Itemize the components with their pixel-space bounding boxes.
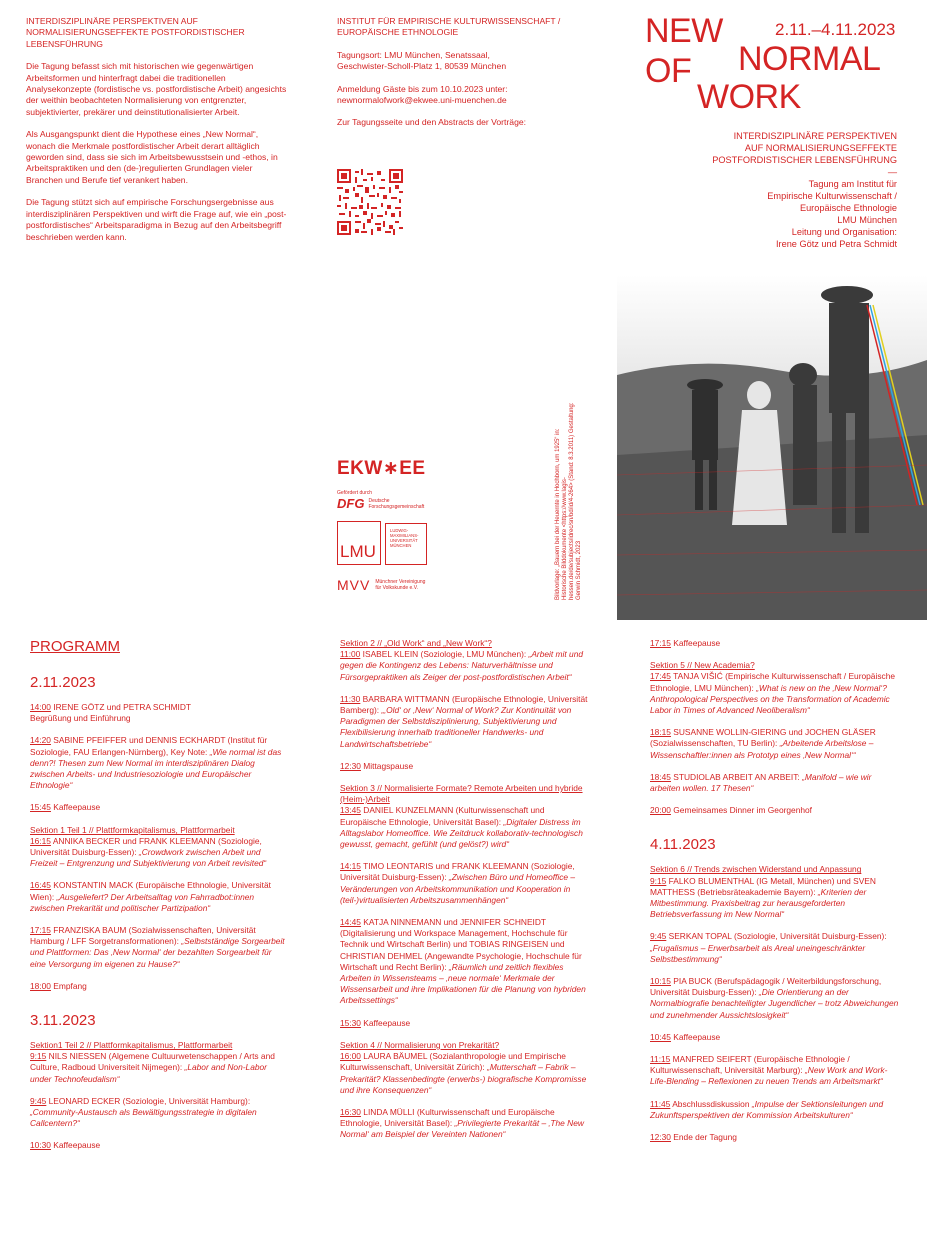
qr-code[interactable] — [337, 169, 403, 235]
entry-speaker: NILS NIESSEN (Algemene Cultuurwetenschappen / Arts and Culture, Radboud Universiteit Nijmegen): — [30, 1051, 275, 1073]
entry-speaker: ISABEL KLEIN (Soziologie, LMU München): — [360, 649, 529, 660]
entry-speaker: LINDA MÜLLI (Kulturwissenschaft und Europäische Ethnologie, Universität Basel): — [340, 1106, 555, 1129]
entry-talk-title: „Crowdwork zwischen Arbeit und Freizeit – Entgrenzung und Subjektivierung von Arbeit revisited“ — [30, 847, 267, 869]
dfg-logo: DFG — [337, 496, 365, 511]
image-credit: Bildvorlage: „Bauern bei der Heuernte in Hochborn, um 1925“ in: Historische Bilddokumente <https://www.lagis-hessen.de/de/subjects/idrec/sn/bd/id/4-264> (Stand: 8.3.2011) Gestaltung: Gerwin Schmidt, 2023 — [555, 402, 582, 600]
program-entry — [30, 802, 285, 813]
dash-separator: — — [887, 167, 897, 177]
program-entry — [340, 1051, 592, 1096]
entry-speaker: Empfang — [50, 980, 87, 991]
section-heading: Sektion 3 // Normalisierte Formate? Remote Arbeiten und hybride (Heim-)Arbeit — [340, 783, 583, 805]
entry-time: 20:00 — [650, 805, 671, 816]
entry-talk-title: „What is new on the ‚New Normal‘? Anthropological Perspectives on the Transformation of Academic Labor in Times of Advanced Neoliberalism“ — [650, 682, 890, 716]
entry-speaker: DANIEL KUNZELMANN (Kulturwissenschaft und Europäische Ethnologie, Universität Basel): — [340, 805, 545, 827]
entry-time: 16:00 — [340, 1051, 361, 1062]
program-entry — [650, 931, 902, 965]
venue-text: Tagungsort: LMU München, Senatssaal, Geschwister-Scholl-Platz 1, 80539 München — [337, 49, 507, 72]
entry-time: 11:45 — [650, 1098, 671, 1109]
program-entry — [30, 1051, 285, 1085]
entry-time: 16:15 — [30, 835, 51, 846]
conference-date: 2.11.–4.11.2023 — [775, 20, 896, 39]
program-entry — [650, 1032, 902, 1043]
entry-talk-title: „Privilegierte Prekarität – ‚The New Normal‘ am Beispiel der Vereinten Nationen“ — [340, 1118, 584, 1140]
entry-time: 12:30 — [650, 1132, 671, 1143]
entry-talk-title: „Arbeit mit und gegen die Kontingenz des Lebens: Naturverhältnisse und Fürsorgepraktiken als Zeiger der post-postfordistischen Arbeit“ — [340, 649, 584, 682]
entry-talk-title: „‚Old‘ or ‚New‘ Normal of Work? Zur Kontinuität von Paradigmen der Selbstdisziplinierung, Subjektivierung und Flexibilisierung innerhalb traditioneller Handwerks- und Landwirtschaftsbetriebe“ — [340, 705, 572, 749]
title-normal: NORMAL — [738, 40, 881, 78]
entry-speaker: Kaffeepause — [670, 638, 721, 648]
entry-talk-title: „Arbeitende Arbeitslose – Wissenschaftler:innen als Prototyp eines ‚New Normal‘“ — [650, 738, 874, 760]
program-entry — [650, 976, 902, 1021]
section-heading: Sektion 4 // Normalisierung von Prekarität? — [340, 1039, 500, 1050]
section-heading: Sektion 2 // „Old Work“ and „New Work“? — [340, 638, 492, 648]
conference-info — [637, 130, 897, 250]
program-entry — [30, 1096, 285, 1130]
dfg-name: Deutsche Forschungsgemeinschaft — [368, 497, 425, 510]
entry-speaker: KONSTANTIN MACK (Europäische Ethnologie, Universität Wien): — [30, 880, 271, 902]
program-column-1 — [30, 638, 285, 1163]
title-of: OF — [645, 52, 692, 90]
entry-time: 18:45 — [650, 771, 671, 782]
entry-time: 9:45 — [30, 1095, 47, 1106]
entry-time: 17:45 — [650, 671, 671, 682]
entry-time: 12:30 — [340, 760, 361, 771]
entry-speaker: SUSANNE WOLLIN-GIERING und JOCHEN GLÄSER (Sozialwissenschaften, TU Berlin): — [650, 727, 876, 749]
intro-paragraph-3: Die Tagung stützt sich auf empirische Forschungsergebnisse aus interdisziplinären Perspektiven und wirft die Frage auf, wie ein „post-postfordistisches“ Arbeitsparadigma in Bezug auf den Arbeitsbegriff beschrieben werden kann. — [26, 197, 287, 242]
entry-time: 14:00 — [30, 702, 51, 712]
entry-talk-title: „Community-Austausch als Bewältigungsstrategie in digitalen Callcentern?“ — [30, 1107, 257, 1129]
entry-speaker: Abschlussdiskussion — [670, 1098, 752, 1109]
program-entry — [340, 1107, 592, 1141]
program-entry — [30, 1140, 285, 1151]
entry-time: 11:15 — [650, 1054, 671, 1065]
entry-talk-title: „Manifold – wie wir arbeiten wollen. 17 Thesen“ — [650, 771, 872, 794]
entry-speaker: LEONARD ECKER (Soziologie, Universität Hamburg): — [46, 1095, 251, 1106]
entry-speaker: SABINE PFEIFFER und DENNIS ECKHARDT (Institut für Soziologie, FAU Erlangen-Nürnberg), Key Note: — [30, 735, 268, 757]
lmu-name: LUDWIG-MAXIMILIANS-UNIVERSITÄT MÜNCHEN — [385, 523, 427, 565]
program-entry — [30, 836, 285, 870]
entry-speaker: FRANZISKA BAUM (Sozialwissenschaften, Universität Hamburg / LFF Sorgetransformationen): — [30, 925, 256, 947]
entry-time: 10:15 — [650, 976, 671, 987]
entry-time: 15:30 — [340, 1017, 361, 1028]
entry-speaker: KATJA NINNEMANN und JENNIFER SCHNEIDT (Digitalisierung und Workspace Management, Hochschule für Technik und Wirtschaft Berlin) und TOBIAS RINGEISEN und CHRISTIAN DEHMEL (Angewandte Psychologie, Hochschule für Wirtschaft und Recht Berlin): — [340, 917, 582, 972]
entry-speaker: FALKO BLUMENTHAL (IG Metall, München) und SVEN MATTHESS (Betriebsräteakademie Bayern): — [650, 875, 876, 897]
entry-speaker: IRENE GÖTZ und PETRA SCHMIDT Begrüßung und Einführung — [30, 702, 192, 724]
entry-time: 17:15 — [30, 925, 51, 936]
entry-talk-title: „Ausgeliefert? Der Arbeitsalltag von Fahrradbot:innen zwischen Prekarität und politischer Partizipation“ — [30, 891, 255, 913]
ekwee-logo: EKW∗EE — [337, 458, 426, 479]
program-entry — [650, 671, 902, 716]
entry-talk-title: „Digitaler Distress im Alltagslabor Homeoffice. Wie Zeitdruck kollaborativ-technologisch gewusst, gemacht, gefühlt (und gelöst?) wird“ — [340, 816, 583, 850]
entry-talk-title: „Frugalismus – Erwerbsarbeit als Areal uneingeschränkter Selbstbestimmung“ — [650, 942, 866, 964]
program-entry — [650, 1054, 902, 1088]
entry-time: 16:45 — [30, 880, 51, 891]
entry-talk-title: „Die Orientierung an der Normalbiografie benachteiligter Jugendlicher – trotz Abweichungen und zunehmender Aussichtslosigkeit“ — [650, 987, 899, 1020]
institute-heading: INSTITUT FÜR EMPIRISCHE KULTURWISSENSCHAFT / EUROPÄISCHE ETHNOLOGIE — [337, 16, 561, 38]
day-heading-1: 2.11.2023 — [30, 674, 96, 691]
entry-time: 14:45 — [340, 917, 361, 928]
day-heading-2: 3.11.2023 — [30, 1012, 96, 1030]
entry-talk-title: „Zwischen Büro und Homeoffice – Veränderungen von Arbeitskommunikation und Kooperation in (teil-)virtualisierten Arbeitszusammenhängen“ — [340, 872, 576, 905]
mvv-logo: MVV — [337, 577, 371, 593]
entry-time: 10:45 — [650, 1031, 671, 1042]
program-entry — [650, 1099, 902, 1121]
program-entry — [650, 876, 902, 921]
section-heading: Sektion 1 Teil 1 // Plattformkapitalismus, Plattformarbeit — [30, 824, 235, 835]
organisation-details: Tagung am Institut für Empirische Kulturwissenschaft / Europäische Ethnologie LMU München Leitung und Organisation: Irene Götz und Petra Schmidt — [767, 179, 897, 249]
program-entry — [340, 917, 592, 1007]
entry-talk-title: „Impulse der Sektionsleitungen und Zukunftsperspektiven der Kommission Arbeitskulturen“ — [650, 1098, 884, 1120]
entry-talk-title: „Mutterschaft – Fabrik – Prekarität? Klassenbedingte (erwerbs-) biografische Kompromisse und ihre Konsequenzen“ — [340, 1062, 587, 1095]
entry-speaker: Kaffeepause — [670, 1031, 721, 1042]
entry-time: 16:30 — [340, 1106, 361, 1117]
entry-speaker: Mittagspause — [360, 760, 414, 771]
program-entry — [650, 1132, 902, 1143]
institute-column — [337, 16, 587, 140]
entry-time: 11:00 — [340, 649, 361, 660]
program-entry — [340, 761, 592, 772]
entry-speaker: STUDIOLAB ARBEIT AN ARBEIT: — [670, 771, 803, 782]
logo-area — [337, 458, 437, 593]
entry-speaker: Kaffeepause — [360, 1017, 411, 1028]
entry-speaker: Kaffeepause — [50, 1140, 101, 1151]
section-heading: Sektion1 Teil 2 // Plattformkapitalismus, Plattformarbeit — [30, 1040, 233, 1051]
program-entry — [30, 880, 285, 914]
program-entry — [650, 805, 902, 816]
entry-time: 15:45 — [30, 802, 51, 813]
section-heading: Sektion 5 // New Academia? — [650, 660, 755, 671]
entry-talk-title: „Kriterien der Mitbestimmung. Praxisbeitrag zur herausgeforderten Betriebsverfassung im New Normal“ — [650, 886, 867, 920]
mvv-name: Münchner Vereinigung für Volkskunde e.V. — [375, 579, 426, 591]
program-heading: PROGRAMM — [30, 638, 120, 655]
program-column-3 — [650, 638, 902, 1154]
entry-speaker: PIA BUCK (Berufspädagogik / Weiterbildungsforschung, Universität Duisburg-Essen): — [650, 976, 882, 998]
entry-time: 14:20 — [30, 735, 51, 746]
entry-time: 17:15 — [650, 638, 671, 648]
entry-speaker: BARBARA WITTMANN (Europäische Ethnologie, Universität Bamberg): — [340, 693, 588, 716]
entry-time: 10:30 — [30, 1140, 51, 1151]
title-new: NEW — [645, 12, 723, 50]
program-entry — [340, 861, 592, 906]
entry-speaker: Gemeinsames Dinner im Georgenhof — [670, 805, 813, 816]
entry-speaker: TANJA VIŠIĆ (Empirische Kulturwissenschaft / Europäische Ethnologie, LMU München): — [650, 671, 896, 693]
program-entry — [30, 702, 285, 724]
entry-time: 9:45 — [650, 931, 667, 942]
intro-column — [26, 16, 288, 254]
entry-time: 18:15 — [650, 727, 671, 738]
program-entry — [340, 649, 592, 683]
harvest-photo — [617, 275, 927, 620]
entry-speaker: SERKAN TOPAL (Soziologie, Universität Duisburg-Essen): — [666, 931, 887, 942]
entry-time: 14:15 — [340, 861, 361, 872]
entry-speaker: Kaffeepause — [50, 802, 101, 813]
entry-talk-title: „Labor and Non-Labor under Technofeudalism“ — [30, 1062, 267, 1084]
program-entry — [340, 694, 592, 750]
program-entry — [340, 805, 592, 850]
program-entry — [30, 925, 285, 970]
entry-time: 13:45 — [340, 805, 361, 816]
program-entry — [650, 772, 902, 794]
entry-speaker: Ende der Tagung — [670, 1132, 737, 1143]
program-entry — [650, 727, 902, 761]
entry-speaker: TIMO LEONTARIS und FRANK KLEEMANN (Soziologie, Universität Duisburg-Essen): — [340, 861, 575, 883]
subtitle: INTERDISZIPLINÄRE PERSPEKTIVEN AUF NORMALISIERUNGSEFFEKTE POSTFORDISTISCHER LEBENSFÜHRUNG — [712, 131, 897, 165]
title-work: WORK — [697, 78, 801, 116]
section-heading: Sektion 6 // Trends zwischen Widerstand und Anpassung — [650, 864, 862, 875]
dfg-funded-text: Gefördert durch — [337, 490, 373, 496]
entry-time: 18:00 — [30, 980, 51, 991]
registration-text[interactable]: Anmeldung Gäste bis zum 10.10.2023 unter: newnormalofwork@ekwee.uni-muenchen.de — [337, 83, 508, 106]
program-entry — [30, 735, 285, 791]
program-entry — [340, 1018, 592, 1029]
intro-paragraph-1: Die Tagung befasst sich mit historischen wie gegenwärtigen Arbeitsformen und hinterfragt dabei die traditionellen Analysekonzepte (fordistische vs. postfordistische Arbeit) angesichts der weithin beobachteten Normalisierung von entgrenzter, subjektivierter, prekärer und deinstitutionalisierter Arbeit. — [26, 61, 287, 117]
conference-page-text: Zur Tagungsseite und den Abstracts der Vorträge: — [337, 117, 527, 128]
entry-talk-title: „Räumlich und zeitlich flexibles Arbeiten in Wissensteams – ‚neue normale‘ Merkmale der Wissensarbeit und ihre Implikationen für die Planung von hybriden Arbeitssettings“ — [340, 961, 586, 1006]
program-entry — [30, 981, 285, 992]
entry-talk-title: „New Work and Work-Life-Blending – Reflexionen zu neuen Trends am Arbeitsmarkt“ — [650, 1065, 888, 1087]
program-entry — [650, 638, 902, 649]
lmu-logo: LMU — [340, 542, 376, 561]
day-heading-3: 4.11.2023 — [650, 836, 716, 854]
entry-speaker: MANFRED SEIFERT (Europäische Ethnologie / Kulturwissenschaft, Universität Marburg): — [650, 1054, 850, 1076]
entry-speaker: LAURA BÄUMEL (Sozialanthropologie und Empirische Kulturwissenschaft, Universität Zürich): — [340, 1051, 566, 1073]
intro-paragraph-2: Als Ausgangspunkt dient die Hypothese eines „New Normal“, wonach die Merkmale postfordistischer Arbeit derart alltäglich geworden sind, dass sie sich im Arbeitsbewusstsein und -ethos, in Arbeitspraktiken und den (de-)regulierten Grundlagen vieler Branchen und Berufe tief verankert haben. — [26, 129, 278, 185]
entry-time: 9:15 — [30, 1051, 47, 1062]
entry-talk-title: „Wie normal ist das denn?! Thesen zum New Normal im interdisziplinären Dialog zwischen Arbeits- und Industriesoziologie und Europäischer Ethnologie“ — [30, 746, 282, 791]
program-column-2 — [340, 638, 592, 1152]
entry-speaker: ANNIKA BECKER und FRANK KLEEMANN (Soziologie, Universität Duisburg-Essen): — [30, 835, 262, 858]
entry-time: 11:30 — [340, 693, 361, 704]
intro-heading: INTERDISZIPLINÄRE PERSPEKTIVEN AUF NORMALISIERUNGSEFFEKTE POSTFORDISTISCHER LEBENSFÜHRUNG — [26, 16, 245, 49]
entry-time: 9:15 — [650, 875, 667, 886]
entry-talk-title: „Selbstständige Sorgearbeit und Plattformen: Das ‚New Normal‘ der bezahlten Sorgearbeit für eine Versorgung im eigenen zu Hause?“ — [30, 936, 285, 969]
